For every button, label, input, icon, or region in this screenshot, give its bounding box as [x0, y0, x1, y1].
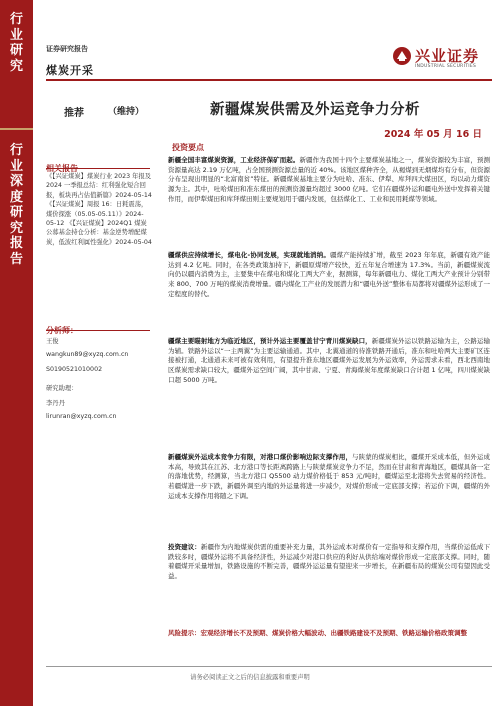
company-logo: [392, 44, 487, 74]
key-point-resources-bold: 新疆全国丰富煤炭资源，工业经济保矿而起。: [168, 156, 300, 164]
rating-label: 推荐: [64, 108, 84, 119]
investment-advice-bold: 投资建议：: [168, 543, 201, 551]
rating-change: （维持）: [108, 107, 145, 117]
key-point-supply-bold: 疆煤供应持续增长，煤电化-协同发展，实现就地消纳。: [168, 251, 330, 259]
footer-disclaimer: 请务必阅读正文之后的信息披露和重要声明: [190, 674, 310, 681]
analyst-name: 王俊: [46, 338, 59, 345]
analyst-email[interactable]: wangkun89@xyzq.com.cn: [46, 351, 129, 358]
footer-rule: [46, 666, 492, 667]
key-point-competitiveness-bold: 新疆煤炭外运成本竞争力有限，对港口煤价影响边际支撑作用，: [168, 453, 353, 461]
sidebar-band-deep-report: 行 业 深 度 研 究 报 告: [9, 143, 23, 267]
analyst-heading: [46, 318, 150, 337]
report-type: 证券研究报告: [46, 45, 88, 53]
key-point-resources: [168, 156, 490, 205]
investment-advice: [168, 543, 490, 582]
key-point-supply: [168, 251, 490, 300]
logo-chinese-name: 兴业证券: [415, 47, 480, 65]
risk-text: 宏观经济增长不及预期、煤炭价格大幅波动、出疆铁路建设不及预期、铁路运输价格政策调整: [200, 629, 467, 637]
sidebar-divider: [0, 128, 33, 130]
risk-label: 风险提示：: [168, 629, 201, 637]
assistant-name: 李丹丹: [46, 400, 65, 407]
related-reports-rule: [46, 168, 150, 169]
industry-name: 煤炭开采: [46, 64, 94, 77]
header-rule: [46, 79, 492, 81]
report-title: 新疆煤炭供需及外运竞争力分析: [210, 102, 420, 118]
sidebar-band-industry-research: 行 业 研 究: [9, 12, 23, 74]
analyst-license: S0190521010002: [46, 366, 103, 373]
key-points-title: 投资要点: [172, 143, 204, 152]
assistant-email[interactable]: lirunran@xyzq.com.cn: [46, 413, 117, 420]
key-point-destinations-text: 新疆煤炭外运以铁路运输为主，公路运输为辅。铁路外运以“一主两翼”为主要运输通道。其中，北翼通道的待淮铁路开通后，准东和吐哈两大主要矿区连接被打通，北通道未来可被有效利用，有望提升淮东地区疆煤外运发展为外运效率，外运需求未看，西北西南地区煤炭需求缺口较大，疆煤外运空间广阔，其中甘肃、宁夏、青海煤炭年度煤炭缺口合计超 1 亿吨，四川煤炭缺口超 5000 万吨。: [168, 337, 491, 384]
analyst-rule: [46, 330, 150, 331]
logo-english-name: INDUSTRIAL SECURITIES: [415, 64, 477, 69]
key-point-destinations-bold: 疆煤主要瞄射地方为临近地区，预计外运主要覆盖甘宁青川煤炭缺口，: [168, 337, 372, 345]
left-color-bar: [0, 0, 33, 706]
report-date: 2024 年 05 月 16 日: [384, 129, 482, 140]
risk-warning: [168, 629, 490, 639]
logo-mark-icon: [392, 46, 412, 66]
related-reports-text: 《【兴证煤炭】煤炭行业 2023 年报及 2024 一季报总结：红利强化短合回报，板块再占估值新篇》2024-05-14 《【兴证煤炭】周报 16：日耗震荡，煤价探涨（05.05-05.11）》2024-05-12 《【兴证煤炭】2024Q1 煤炭公募基金持仓分析：基金逆势增配煤炭，低波红利属性强化》2024-05-04: [46, 173, 152, 246]
key-point-supply-text: 疆煤产能持续扩增，截至 2023 年年底，新疆有效产能达到 4.2 亿吨。同时，在各类政策加持下，新疆原煤增产较快，近五年复合增速为 17.3%。当前，新疆煤炭流向仍以疆内消费为主，主要集中在煤电和煤化工两大产业，据测算，每年新疆电力、煤化工两大产业预计分别带来 800、700 万吨的煤炭消费增量。疆内煤化工产业的发展潜力和“疆电外送”整体布局都将对疆煤外运形成了一定程度的替代。: [168, 251, 490, 298]
key-point-destinations: [168, 337, 490, 386]
assistant-role: 研究助理：: [46, 385, 78, 392]
key-point-resources-text: 新疆作为我国十四个主要煤炭基地之一，煤炭资源较为丰富，预测资源量高达 2.19 万亿吨，占全国预测资源总量的近 40%。该地区煤种齐全，从褐煤到无烟煤均有分布，但资源分布呈现出明显的“北富南贫”特征。新疆煤炭基地主要分为吐哈、准东、伊犁、库拜四大煤田区，均以动力煤资源为主。其中，吐哈煤田和准东煤田的预测资源量均超过 3000 亿吨。它们在疆煤外运和疆电外送中发挥着关键作用，而伊犁煤田和库拜煤田则主要规划用于疆内发展，包括煤化工、工业和民用耗煤等领域。: [168, 156, 491, 203]
investment-advice-text: 新疆作为内地煤炭供需的重要补充力量，其外运成本对煤价有一定指导和支撑作用，当煤价运低成下跌较多时，疆煤外运将不具备经济性，外运减少对港口供应的利好从供给端对煤价形成一定底部支撑。同时，随着疆煤开采量增加，铁路设施的不断完善，疆煤外运运量有望迎来一步增长，在新疆布局的煤炭公司有望因此受益。: [168, 543, 491, 581]
key-point-competitiveness: [168, 453, 490, 502]
key-point-competitiveness-text: 与陕蒙的煤炭相比，疆煤开采成本低，但外运成本高，导致其在江苏、北方港口等长距离跨路上与陕蒙煤炭竞争力不足，然而在甘肃和青海地区，疆煤具备一定的落地优势，经测算，当北方港口 Q5500 动力煤价格低于 853 元/吨时，疆煤运至北港将失去贸易的经济性。若疆煤进一步下跌，新疆外调至内地的外运量将进一步减少，对煤价形成一定底部支撑；若运价下调，疆煤的外运成本支撑作用将随之下调。: [168, 453, 491, 500]
